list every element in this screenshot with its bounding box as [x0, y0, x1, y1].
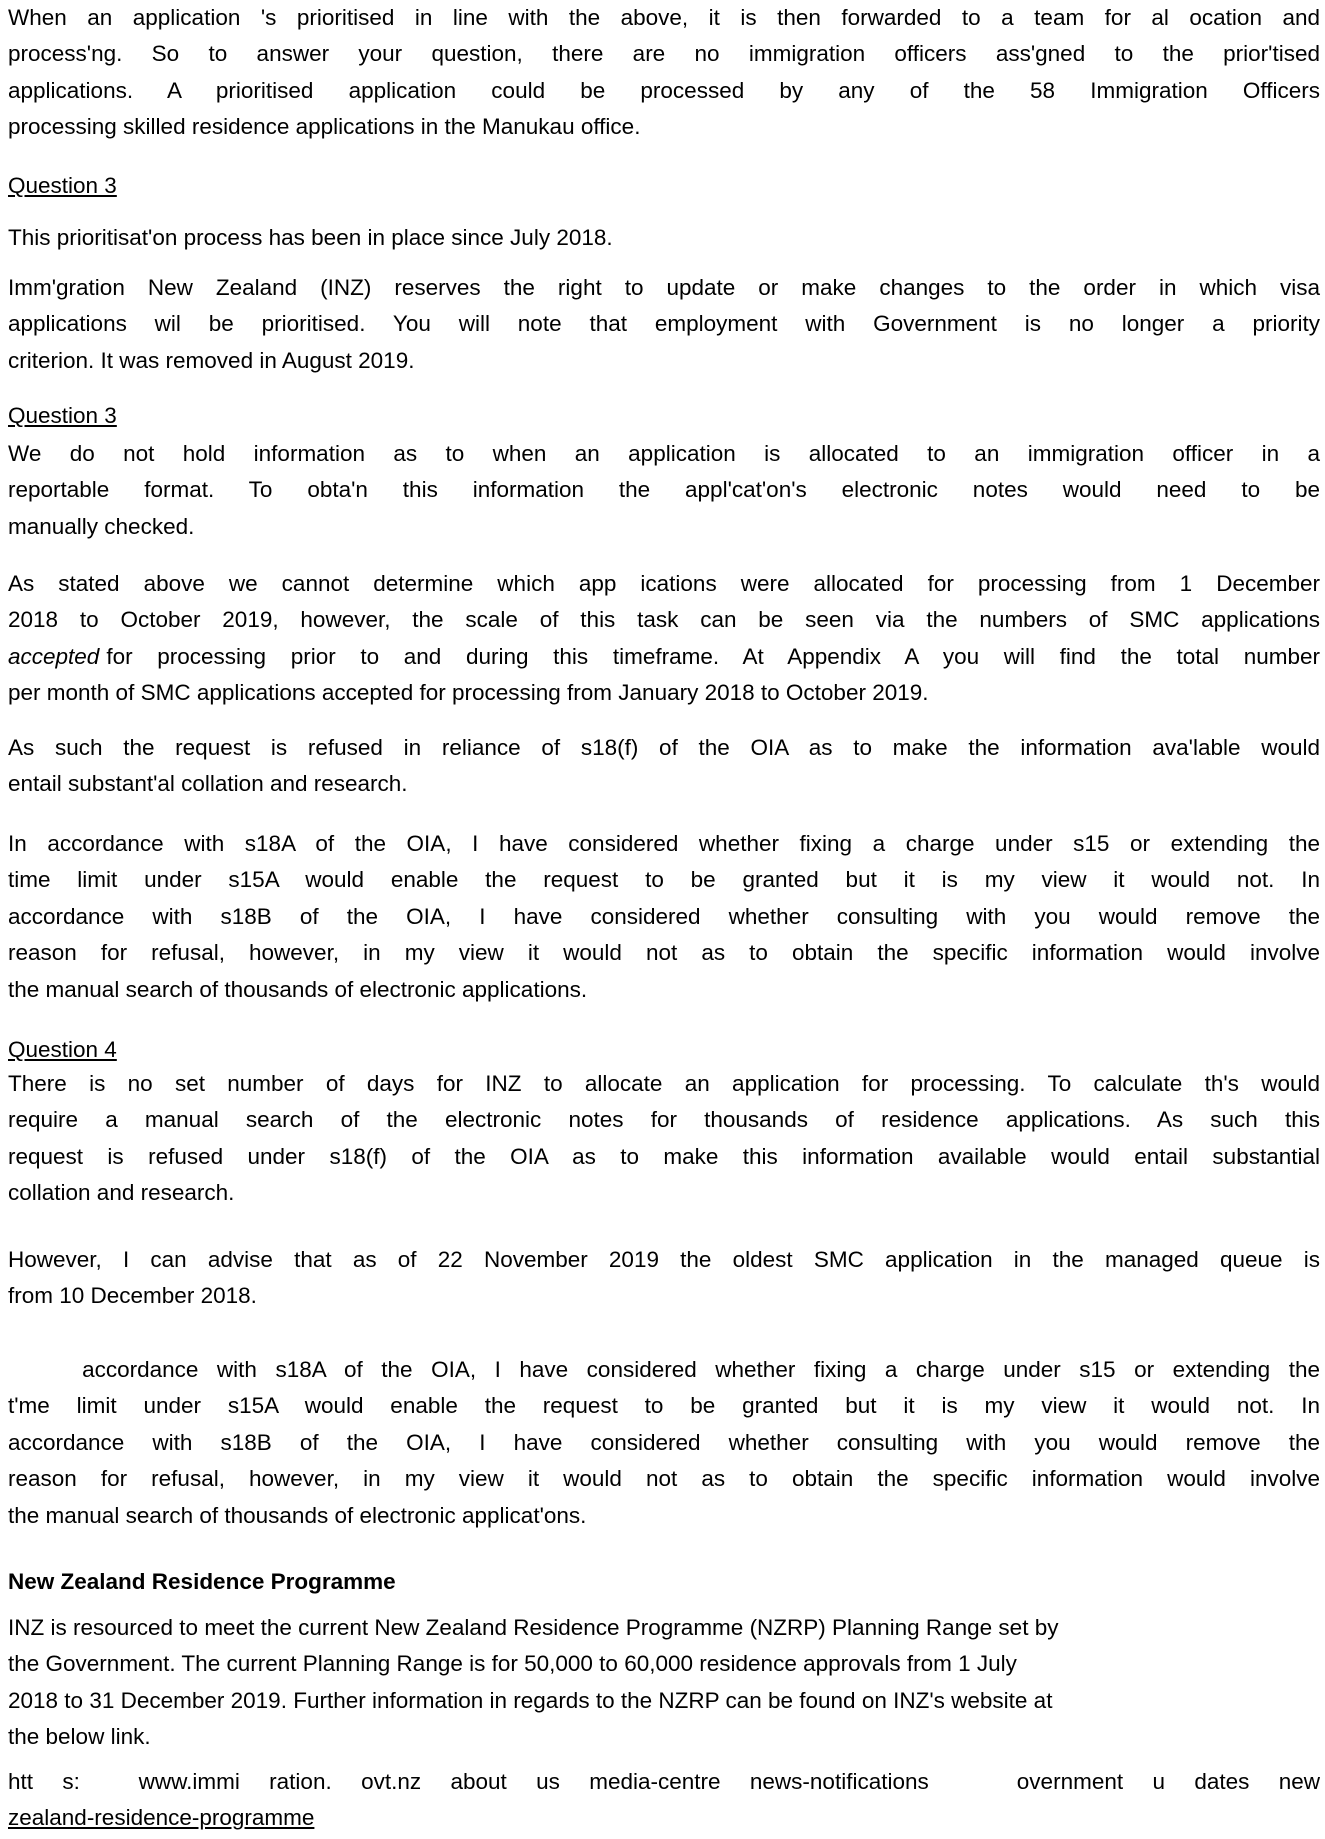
text-line: the manual search of thousands of electronic applicat'ons.	[8, 1502, 587, 1528]
text-line: t'me limit under s15A would enable the request to be granted but it is my view it would not. In	[8, 1393, 1320, 1419]
link-text[interactable]: zealand-residence-programme	[8, 1805, 315, 1831]
nzrp-heading	[8, 1564, 1320, 1600]
text-line: collation and research.	[8, 1180, 235, 1206]
text-line: time limit under s15A would enable the request to be granted but it is my view it would not. In	[8, 867, 1320, 893]
heading-text: Question 3	[8, 403, 117, 428]
text-line: the below link.	[8, 1724, 151, 1750]
text-line: This prioritisat'on process has been in place since July 2018.	[8, 225, 613, 250]
text-line: the Government. The current Planning Range is for 50,000 to 60,000 residence approvals from 1 July	[8, 1651, 1017, 1677]
text-line-rest: for processing prior to and during this timeframe. At Appendix A you will find the total number	[106, 643, 1320, 669]
paragraph-no-info	[8, 436, 1320, 545]
text-line: applications wil be prioritised. You will note that employment with Government is no longer a priority	[8, 311, 1320, 337]
text-line: require a manual search of the electronic notes for thousands of residence applications. As such this	[8, 1107, 1320, 1133]
text-line: 2018 to October 2019, however, the scale of this task can be seen via the numbers of SMC applications	[8, 607, 1320, 633]
text-line: the manual search of thousands of electronic applications.	[8, 976, 588, 1002]
italic-word: accepted	[8, 643, 100, 669]
text-line: request is refused under s18(f) of the OIA as to make this information available would entail substantial	[8, 1143, 1320, 1169]
paragraph-s18a-repeat	[8, 1352, 1320, 1534]
text-line: Imm'gration New Zealand (INZ) reserves the right to update or make changes to the order in which visa	[8, 275, 1320, 300]
text-line: As such the request is refused in reliance of s18(f) of the OIA as to make the information ava'lable would	[8, 735, 1320, 760]
text-line: reportable format. To obta'n this information the appl'cat'on's electronic notes would need to be	[8, 477, 1320, 503]
text-line: accordance with s18B of the OIA, I have considered whether consulting with you would remove the	[8, 1429, 1320, 1455]
paragraph-oldest-application	[8, 1242, 1320, 1315]
paragraph-process-date	[8, 220, 1320, 256]
paragraph-refused	[8, 730, 1320, 803]
paragraph-nzrp	[8, 1610, 1320, 1756]
text-line: In accordance with s18A of the OIA, I have considered whether fixing a charge under s15 or extending the	[8, 831, 1320, 856]
link-text[interactable]: htt s: www.immi ration. ovt.nz about us media-centre news-notifications overnment u dates new	[8, 1769, 1320, 1794]
heading-text: Question 3	[8, 173, 117, 198]
text-line: We do not hold information as to when an application is allocated to an immigration officer in a	[8, 441, 1320, 466]
question-3b-heading	[8, 398, 1320, 434]
text-line: process'ng. So to answer your question, there are no immigration officers ass'gned to the prior'tised	[8, 41, 1320, 67]
nzrp-link[interactable]	[8, 1764, 1320, 1837]
paragraph-no-set-days	[8, 1066, 1320, 1212]
text-line: 2018 to 31 December 2019. Further information in regards to the NZRP can be found on INZ's website at	[8, 1687, 1053, 1713]
text-line: As stated above we cannot determine which app ications were allocated for processing from 1 December	[8, 571, 1320, 596]
text-line: from 10 December 2018.	[8, 1283, 257, 1309]
text-line: accordance with s18B of the OIA, I have considered whether consulting with you would remove the	[8, 903, 1320, 929]
text-line: entail substant'al collation and research.	[8, 771, 408, 797]
text-line: reason for refusal, however, in my view it would not as to obtain the specific information would involve	[8, 1466, 1320, 1492]
heading-text: Question 4	[8, 1037, 117, 1062]
heading-text: New Zealand Residence Programme	[8, 1569, 396, 1594]
text-line: per month of SMC applications accepted for processing from January 2018 to October 2019.	[8, 680, 929, 706]
text-line: applications. A prioritised application could be processed by any of the 58 Immigration Officers	[8, 77, 1320, 103]
paragraph-inz-rights	[8, 270, 1320, 379]
text-line: INZ is resourced to meet the current New Zealand Residence Programme (NZRP) Planning Range set by	[8, 1615, 1059, 1640]
text-line	[8, 639, 1320, 675]
text-line: criterion. It was removed in August 2019.	[8, 347, 415, 373]
paragraph-s18a	[8, 826, 1320, 1008]
text-line: accordance with s18A of the OIA, I have considered whether fixing a charge under s15 or extending the	[8, 1357, 1320, 1382]
question-3-heading	[8, 168, 1320, 204]
question-4-heading	[8, 1032, 1320, 1068]
paragraph-allocation	[8, 0, 1320, 146]
text-line: However, I can advise that as of 22 November 2019 the oldest SMC application in the managed queue is	[8, 1247, 1320, 1272]
paragraph-scale	[8, 566, 1320, 712]
text-line: When an application 's prioritised in line with the above, it is then forwarded to a team for al ocation and	[8, 5, 1320, 30]
text-line: processing skilled residence applications in the Manukau office.	[8, 114, 641, 140]
text-line: There is no set number of days for INZ to allocate an application for processing. To calculate th's would	[8, 1071, 1320, 1096]
text-line: reason for refusal, however, in my view it would not as to obtain the specific information would involve	[8, 940, 1320, 966]
text-line: manually checked.	[8, 513, 195, 539]
